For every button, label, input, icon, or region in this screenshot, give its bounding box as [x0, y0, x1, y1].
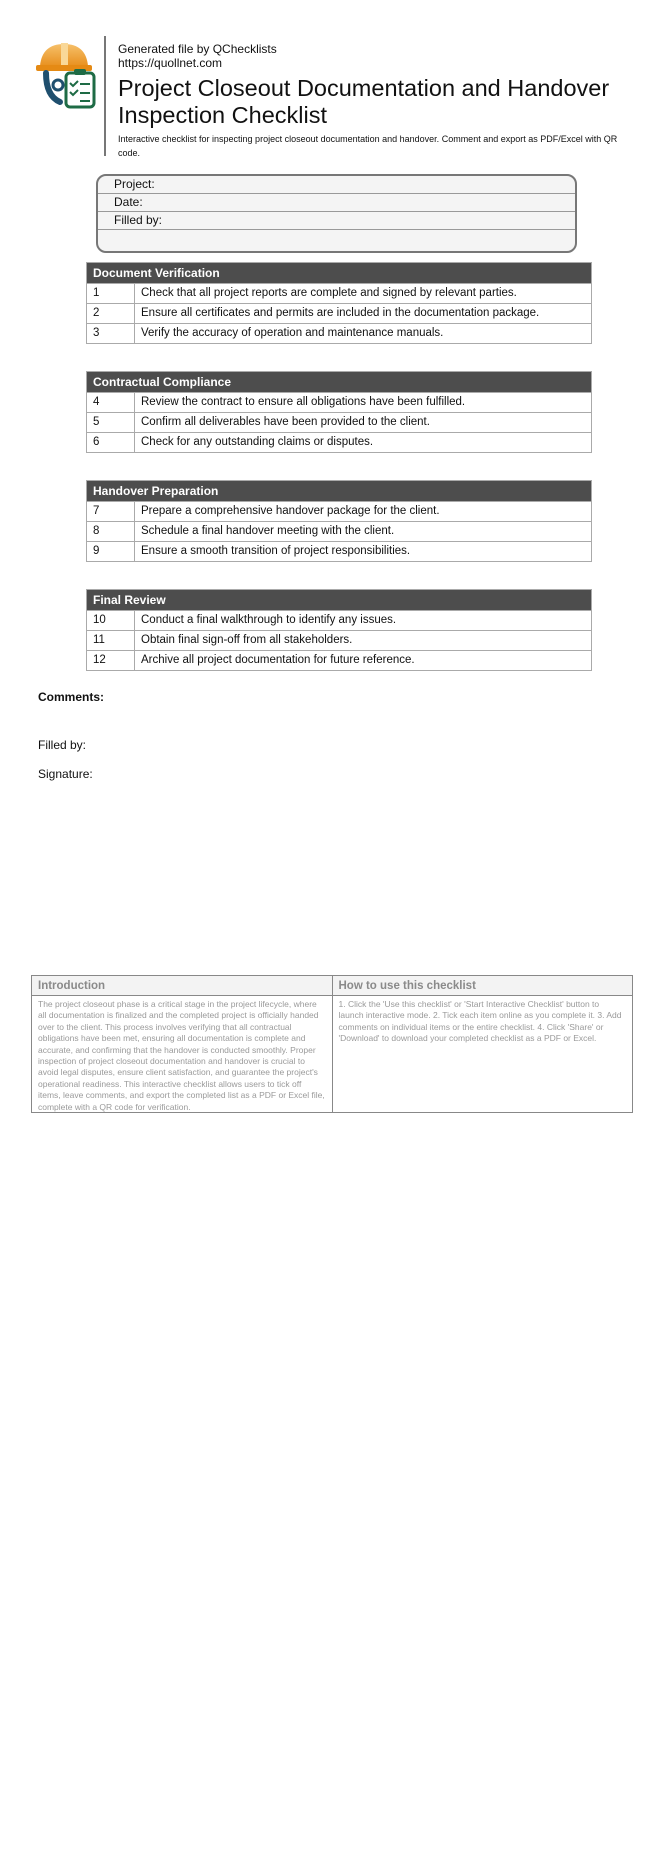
item-text: Review the contract to ensure all obligations have been fulfilled. [141, 396, 466, 408]
item-number: 7 [87, 502, 135, 521]
checklist-item[interactable] [87, 283, 591, 303]
checklist-item[interactable] [87, 521, 591, 541]
project-info-box [96, 174, 577, 253]
item-number: 11 [87, 631, 135, 650]
how-to-heading: How to use this checklist [333, 976, 633, 996]
section-header: Final Review [87, 590, 591, 610]
page-subtitle: Interactive checklist for inspecting project closeout documentation and handover. Comment and export as PDF/Excel with QR code. [118, 134, 618, 158]
item-number: 8 [87, 522, 135, 541]
header-divider [104, 36, 106, 156]
checklist-item[interactable] [87, 501, 591, 521]
checklist-item[interactable] [87, 392, 591, 412]
how-to-text: 1. Click the 'Use this checklist' or 'Start Interactive Checklist' button to launch interactive mode. 2. Tick each item online as you complete it. 3. Add comments on individual items or the entire checklist. 4. Click 'Share' or 'Download' to download your completed checklist as a PDF or Excel. [338, 999, 622, 1044]
item-number: 10 [87, 611, 135, 630]
introduction-text: The project closeout phase is a critical stage in the project lifecycle, where all documentation is finalized and the completed project is officially handed over to the client. This process involves verifying that all contractual obligations have been met, ensuring all documentation is complete and accurate, and confirming that the handover is conducted smoothly. Proper inspection of project closeout documentation and handover is crucial to avoid legal disputes, ensure client satisfaction, and guarantee the project's operational readiness. This interactive checklist allows users to tick off items, leave comments, and export the completed list as a PDF or Excel file, complete with a QR code for verification. [38, 999, 325, 1112]
how-to-column [332, 976, 633, 1112]
item-text: Verify the accuracy of operation and maintenance manuals. [141, 327, 444, 339]
section-header: Document Verification [87, 263, 591, 283]
signature-label: Signature: [38, 767, 93, 781]
project-field[interactable]: Project: [98, 176, 575, 194]
item-text: Archive all project documentation for future reference. [141, 654, 415, 666]
checklist-item[interactable] [87, 650, 591, 670]
item-number: 4 [87, 393, 135, 412]
item-text: Obtain final sign-off from all stakeholders. [141, 634, 353, 646]
introduction-heading: Introduction [32, 976, 332, 996]
item-text: Check that all project reports are complete and signed by relevant parties. [141, 287, 517, 299]
section-document-verification [86, 262, 592, 344]
item-text: Check for any outstanding claims or disputes. [141, 436, 374, 448]
item-number: 9 [87, 542, 135, 561]
section-header: Contractual Compliance [87, 372, 591, 392]
item-number: 3 [87, 324, 135, 343]
item-text: Ensure a smooth transition of project responsibilities. [141, 545, 411, 557]
item-number: 5 [87, 413, 135, 432]
filled-by-field[interactable]: Filled by: [98, 212, 575, 230]
comments-label: Comments: [38, 690, 105, 704]
checklist-item[interactable] [87, 412, 591, 432]
section-final-review [86, 589, 592, 671]
checklist-item[interactable] [87, 323, 591, 343]
item-text: Ensure all certificates and permits are included in the documentation package. [141, 307, 540, 319]
checklist-item[interactable] [87, 630, 591, 650]
filled-by-label: Filled by: [38, 738, 87, 752]
hardhat-checklist-logo-icon [34, 40, 104, 112]
item-text: Schedule a final handover meeting with the client. [141, 525, 395, 537]
date-field[interactable]: Date: [98, 194, 575, 212]
source-url[interactable]: https://quollnet.com [118, 56, 223, 70]
section-handover-preparation [86, 480, 592, 562]
page-title: Project Closeout Documentation and Handover Inspection Checklist [118, 75, 610, 128]
item-text: Prepare a comprehensive handover package for the client. [141, 505, 440, 517]
introduction-column [32, 976, 332, 1112]
item-text: Confirm all deliverables have been provided to the client. [141, 416, 430, 428]
item-number: 12 [87, 651, 135, 670]
generated-by-text: Generated file by QChecklists [118, 42, 277, 56]
info-table [31, 975, 633, 1113]
checklist-item[interactable] [87, 541, 591, 561]
header [118, 42, 623, 160]
item-number: 2 [87, 304, 135, 323]
item-number: 1 [87, 284, 135, 303]
item-number: 6 [87, 433, 135, 452]
section-header: Handover Preparation [87, 481, 591, 501]
checklist-item[interactable] [87, 610, 591, 630]
item-text: Conduct a final walkthrough to identify any issues. [141, 614, 397, 626]
checklist-item[interactable] [87, 432, 591, 452]
section-contractual-compliance [86, 371, 592, 453]
checklist-item[interactable] [87, 303, 591, 323]
qchecklists-logo [34, 40, 104, 112]
